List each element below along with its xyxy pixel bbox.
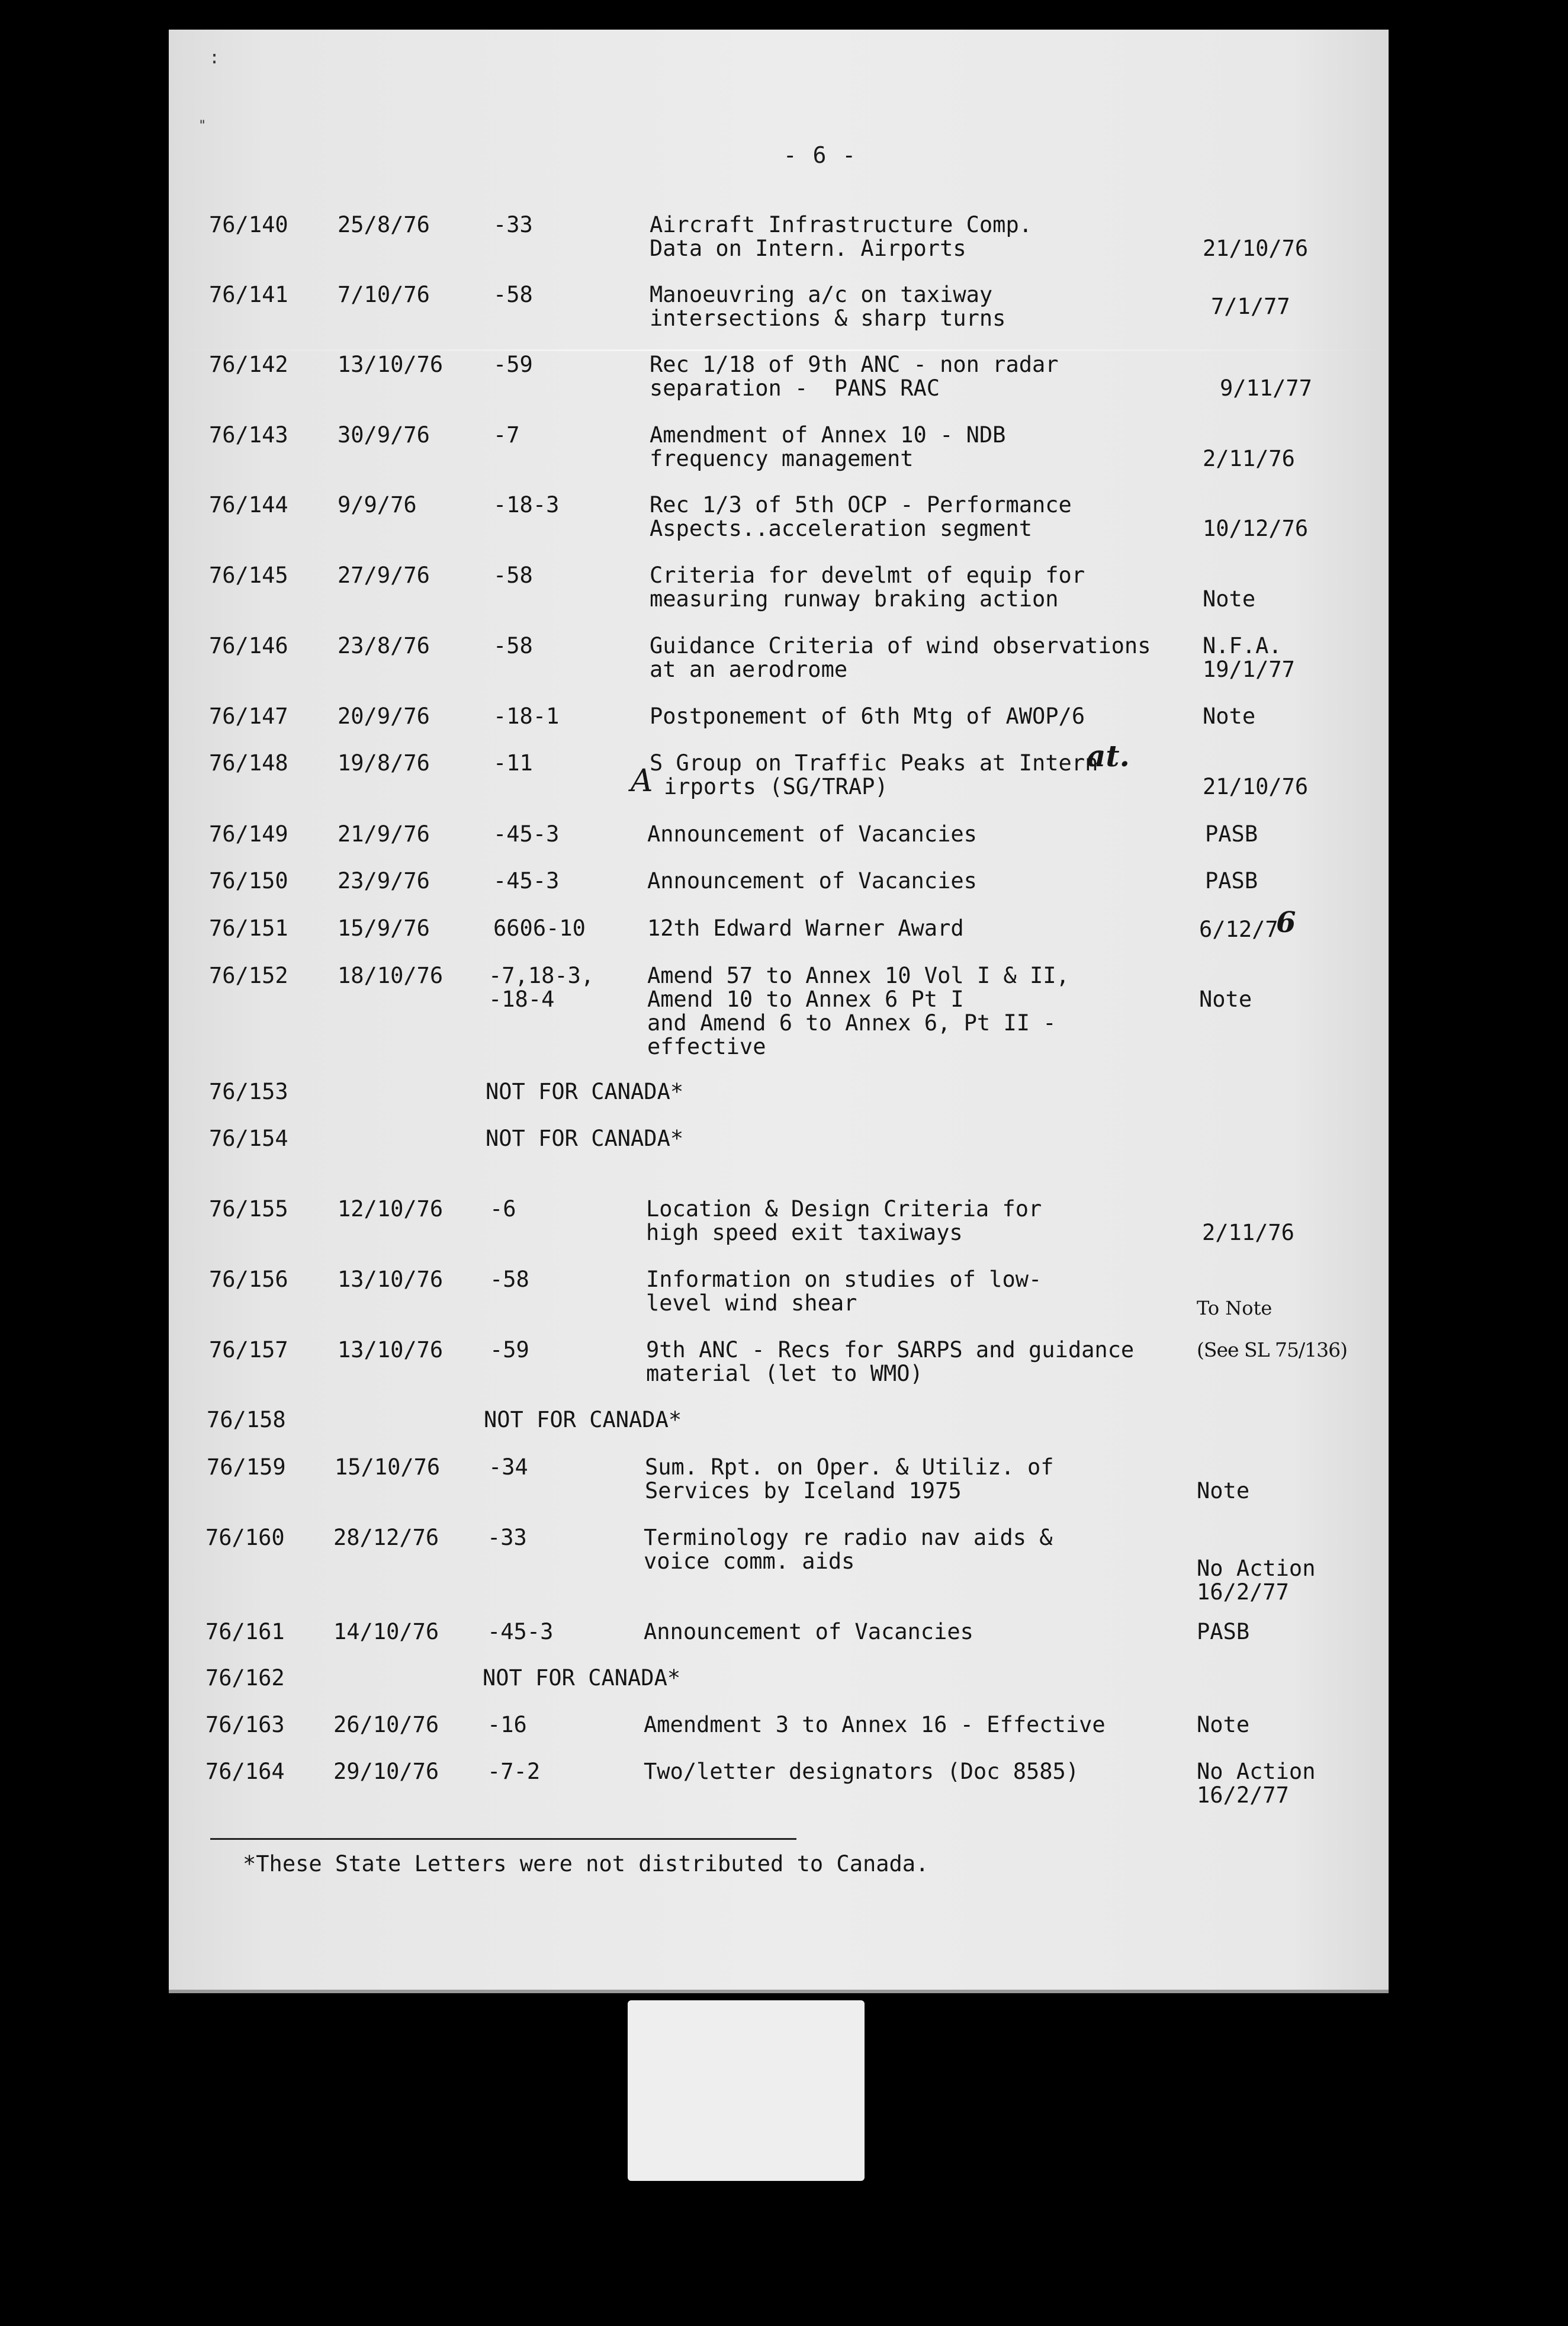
subject-line: at an aerodrome [650, 657, 848, 682]
not-for-canada-note: NOT FOR CANADA* [484, 1407, 682, 1432]
action-status: Note [1197, 1478, 1250, 1503]
letter-number: 76/162 [205, 1665, 285, 1691]
letter-number: 76/149 [209, 821, 288, 847]
letter-number: 76/160 [205, 1525, 285, 1550]
file-reference: -18-4 [489, 987, 555, 1012]
paper-fold [169, 349, 1389, 351]
letter-number: 76/163 [205, 1712, 285, 1737]
subject-line: separation - PANS RAC [650, 375, 940, 401]
letter-number: 76/159 [207, 1454, 286, 1480]
action-status: 16/2/77 [1197, 1782, 1289, 1808]
subject-line: Two/letter designators (Doc 8585) [644, 1759, 1079, 1784]
action-status: PASB [1205, 821, 1258, 847]
letter-date: 9/9/76 [338, 492, 417, 518]
action-status: No Action [1197, 1556, 1316, 1581]
letter-number: 76/161 [205, 1619, 285, 1644]
letter-date: 23/9/76 [338, 868, 430, 894]
subject-line: Announcement of Vacancies [644, 1619, 973, 1644]
letter-date: 13/10/76 [338, 352, 444, 377]
letter-number: 76/140 [209, 212, 288, 237]
footnote-divider [210, 1838, 796, 1840]
letter-number: 76/148 [209, 750, 288, 776]
subject-line: irports (SG/TRAP) [664, 774, 888, 799]
file-reference: -33 [487, 1525, 527, 1550]
subject-line: Aircraft Infrastructure Comp. [650, 212, 1033, 237]
letter-date: 21/9/76 [338, 821, 430, 847]
subject-line: S Group on Traffic Peaks at Intern [650, 750, 1098, 776]
subject-line: Data on Intern. Airports [650, 236, 966, 261]
action-status: 9/11/77 [1220, 375, 1312, 401]
action-status: Note [1203, 703, 1256, 729]
letter-date: 15/10/76 [335, 1454, 441, 1480]
letter-number: 76/146 [209, 633, 288, 658]
subject-line: voice comm. aids [644, 1548, 855, 1574]
action-status: Note [1199, 987, 1252, 1012]
subject-line: frequency management [650, 446, 914, 471]
not-for-canada-note: NOT FOR CANADA* [483, 1665, 681, 1691]
letter-date: 13/10/76 [338, 1267, 444, 1292]
subject-line: Information on studies of low- [646, 1267, 1042, 1292]
subject-line: Amend 57 to Annex 10 Vol I & II, [647, 963, 1069, 988]
action-status: Note [1203, 586, 1256, 612]
not-for-canada-note: NOT FOR CANADA* [486, 1079, 684, 1104]
file-reference: -45-3 [493, 821, 560, 847]
letter-number: 76/147 [209, 703, 288, 729]
subject-line: measuring runway braking action [650, 586, 1059, 612]
file-reference: 6606-10 [493, 915, 586, 941]
subject-line: level wind shear [646, 1290, 857, 1316]
action-status: 16/2/77 [1197, 1579, 1289, 1605]
subject-line: Amendment 3 to Annex 16 - Effective [644, 1712, 1106, 1737]
letter-date: 23/8/76 [338, 633, 430, 658]
subject-line: Manoeuvring a/c on taxiway [650, 282, 993, 307]
subject-line: Rec 1/18 of 9th ANC - non radar [650, 352, 1059, 377]
subject-line: Amendment of Annex 10 - NDB [650, 422, 1006, 448]
subject-line: high speed exit taxiways [646, 1220, 963, 1245]
letter-date: 12/10/76 [338, 1196, 444, 1222]
subject-line: 12th Edward Warner Award [647, 915, 964, 941]
letter-date: 28/12/76 [333, 1525, 439, 1550]
file-reference: -58 [493, 282, 533, 307]
handwritten-annotation: at. [1087, 738, 1130, 773]
letter-number: 76/152 [209, 963, 288, 988]
letter-number: 76/164 [205, 1759, 285, 1784]
subject-line: Aspects..acceleration segment [650, 516, 1033, 541]
file-reference: -58 [493, 563, 533, 588]
subject-line: Amend 10 to Annex 6 Pt I [647, 987, 964, 1012]
file-reference: -58 [490, 1267, 529, 1292]
letter-date: 20/9/76 [338, 703, 430, 729]
letter-date: 25/8/76 [338, 212, 430, 237]
letter-date: 26/10/76 [333, 1712, 439, 1737]
file-reference: -18-1 [493, 703, 560, 729]
file-reference: -45-3 [487, 1619, 554, 1644]
page-number: - 6 - [783, 142, 857, 168]
action-status: 21/10/76 [1203, 774, 1309, 799]
subject-line: Postponement of 6th Mtg of AWOP/6 [650, 703, 1085, 729]
letter-number: 76/144 [209, 492, 288, 518]
subject-line: Services by Iceland 1975 [645, 1478, 962, 1503]
letter-date: 29/10/76 [333, 1759, 439, 1784]
file-reference: -7,18-3, [489, 963, 595, 988]
letter-number: 76/156 [209, 1267, 288, 1292]
subject-line: Rec 1/3 of 5th OCP - Performance [650, 492, 1072, 518]
subject-line: material (let to WMO) [646, 1361, 923, 1386]
handwritten-annotation: A [631, 763, 653, 799]
letter-number: 76/151 [209, 915, 288, 941]
subject-line: and Amend 6 to Annex 6, Pt II - [647, 1010, 1056, 1036]
file-reference: -7 [493, 422, 520, 448]
not-for-canada-note: NOT FOR CANADA* [486, 1126, 684, 1151]
action-status: 2/11/76 [1203, 446, 1295, 471]
letter-number: 76/150 [209, 868, 288, 894]
file-reference: -11 [493, 750, 533, 776]
subject-line: 9th ANC - Recs for SARPS and guidance [646, 1337, 1135, 1363]
document-page [169, 30, 1389, 1993]
subject-line: Terminology re radio nav aids & [644, 1525, 1053, 1550]
letter-date: 14/10/76 [333, 1619, 439, 1644]
footnote: *These State Letters were not distributed to Canada. [243, 1851, 929, 1877]
subject-line: intersections & sharp turns [650, 306, 1006, 331]
letter-number: 76/154 [209, 1126, 288, 1151]
letter-date: 30/9/76 [338, 422, 430, 448]
subject-line: Criteria for develmt of equip for [650, 563, 1085, 588]
letter-date: 15/9/76 [338, 915, 430, 941]
handwritten-annotation: 6 [1276, 906, 1296, 939]
action-status: 19/1/77 [1203, 657, 1295, 682]
letter-number: 76/143 [209, 422, 288, 448]
action-status: 6/12/7 [1199, 917, 1278, 942]
file-reference: -16 [487, 1712, 527, 1737]
letter-date: 27/9/76 [338, 563, 430, 588]
letter-date: 7/10/76 [338, 282, 430, 307]
file-reference: -45-3 [493, 868, 560, 894]
subject-line: Announcement of Vacancies [647, 821, 977, 847]
file-reference: -18-3 [493, 492, 560, 518]
letter-date: 18/10/76 [338, 963, 444, 988]
letter-date: 19/8/76 [338, 750, 430, 776]
action-status: PASB [1205, 868, 1258, 894]
action-status: (See SL 75/136) [1197, 1338, 1348, 1361]
subject-line: Announcement of Vacancies [647, 868, 977, 894]
letter-number: 76/157 [209, 1337, 288, 1363]
subject-line: effective [647, 1034, 766, 1059]
action-status: N.F.A. [1203, 633, 1282, 658]
file-reference: -59 [493, 352, 533, 377]
action-status: Note [1197, 1712, 1250, 1737]
file-reference: -34 [489, 1454, 528, 1480]
letter-number: 76/141 [209, 282, 288, 307]
letter-number: 76/155 [209, 1196, 288, 1222]
action-status: 21/10/76 [1203, 236, 1309, 261]
action-status: 7/1/77 [1211, 294, 1290, 319]
scan-paper-tab [628, 2000, 865, 2181]
action-status: No Action [1197, 1759, 1316, 1784]
scan-mark: : [209, 47, 220, 68]
file-reference: -6 [490, 1196, 516, 1222]
subject-line: Guidance Criteria of wind observations [650, 633, 1151, 658]
letter-number: 76/153 [209, 1079, 288, 1104]
letter-date: 13/10/76 [338, 1337, 444, 1363]
file-reference: -59 [490, 1337, 529, 1363]
action-status: To Note [1197, 1297, 1273, 1319]
letter-number: 76/158 [207, 1407, 286, 1432]
scan-mark: " [198, 118, 207, 133]
letter-number: 76/145 [209, 563, 288, 588]
letter-number: 76/142 [209, 352, 288, 377]
action-status: 2/11/76 [1202, 1220, 1294, 1245]
file-reference: -7-2 [487, 1759, 541, 1784]
file-reference: -33 [493, 212, 533, 237]
file-reference: -58 [493, 633, 533, 658]
action-status: 10/12/76 [1203, 516, 1309, 541]
subject-line: Location & Design Criteria for [646, 1196, 1042, 1222]
subject-line: Sum. Rpt. on Oper. & Utiliz. of [645, 1454, 1054, 1480]
action-status: PASB [1197, 1619, 1250, 1644]
